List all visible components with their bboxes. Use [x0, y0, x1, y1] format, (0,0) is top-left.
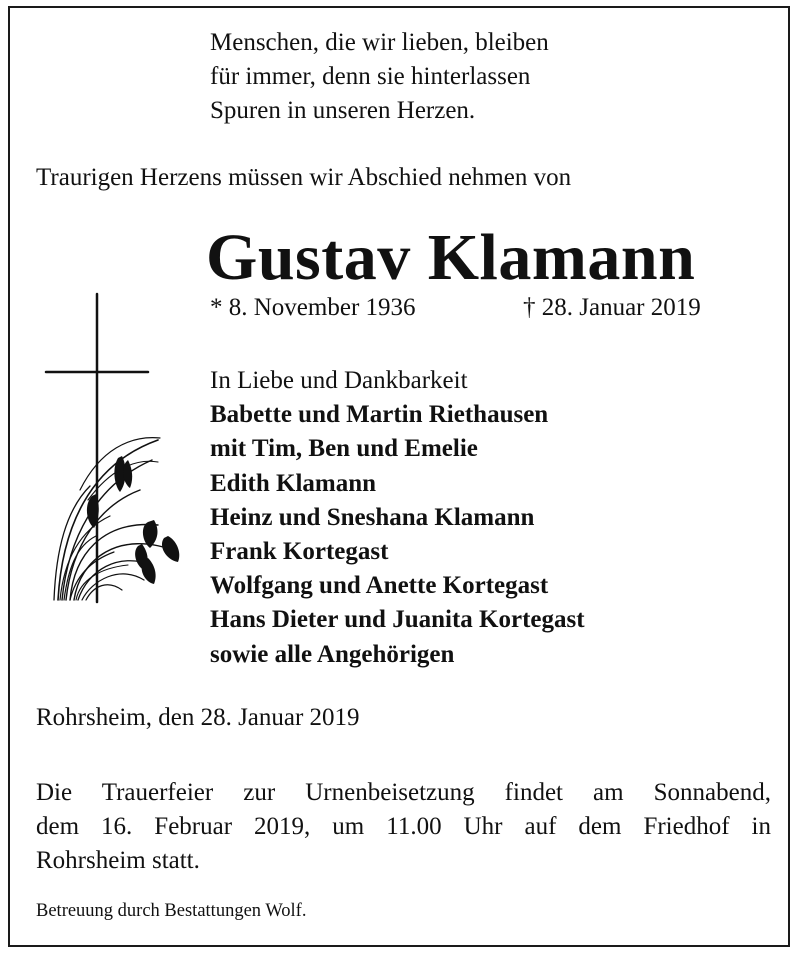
death-date: † 28. Januar 2019	[523, 294, 701, 321]
poem-line: Menschen, die wir lieben, bleiben	[210, 29, 549, 56]
mourner-name: Wolfgang und Anette Kortegast	[210, 572, 549, 600]
poem-line: Spuren in unseren Herzen.	[210, 97, 476, 124]
mourner-name: Babette und Martin Riethausen	[210, 401, 549, 429]
mourner-name: Frank Kortegast	[210, 538, 389, 566]
deceased-name: Gustav Klamann	[206, 221, 696, 294]
birth-date: * 8. November 1936	[210, 294, 416, 321]
ceremony-line: Die Trauerfeier zur Urnenbeisetzung findet am Sonnabend,	[36, 779, 771, 806]
mourner-name: sowie alle Angehörigen	[210, 640, 455, 668]
ceremony-line: dem 16. Februar 2019, um 11.00 Uhr auf dem Friedhof in	[36, 813, 771, 840]
cross-with-reeds-icon	[40, 290, 192, 605]
mourners-intro: In Liebe und Dankbarkeit	[210, 367, 468, 394]
mourner-name: Heinz und Sneshana Klamann	[210, 503, 535, 531]
ceremony-line: Rohrsheim statt.	[36, 847, 200, 874]
mourner-name: Edith Klamann	[210, 469, 377, 497]
poem-line: für immer, denn sie hinterlassen	[210, 63, 531, 90]
poem	[210, 26, 549, 128]
mourner-name: mit Tim, Ben und Emelie	[210, 435, 478, 463]
funeral-home-note: Betreuung durch Bestattungen Wolf.	[36, 901, 307, 921]
mourner-name: Hans Dieter und Juanita Kortegast	[210, 606, 585, 634]
place-date: Rohrsheim, den 28. Januar 2019	[36, 704, 360, 731]
farewell-intro: Traurigen Herzens müssen wir Abschied nehmen von	[36, 164, 572, 191]
ceremony-notice	[36, 776, 771, 878]
mourners-block	[210, 364, 585, 672]
